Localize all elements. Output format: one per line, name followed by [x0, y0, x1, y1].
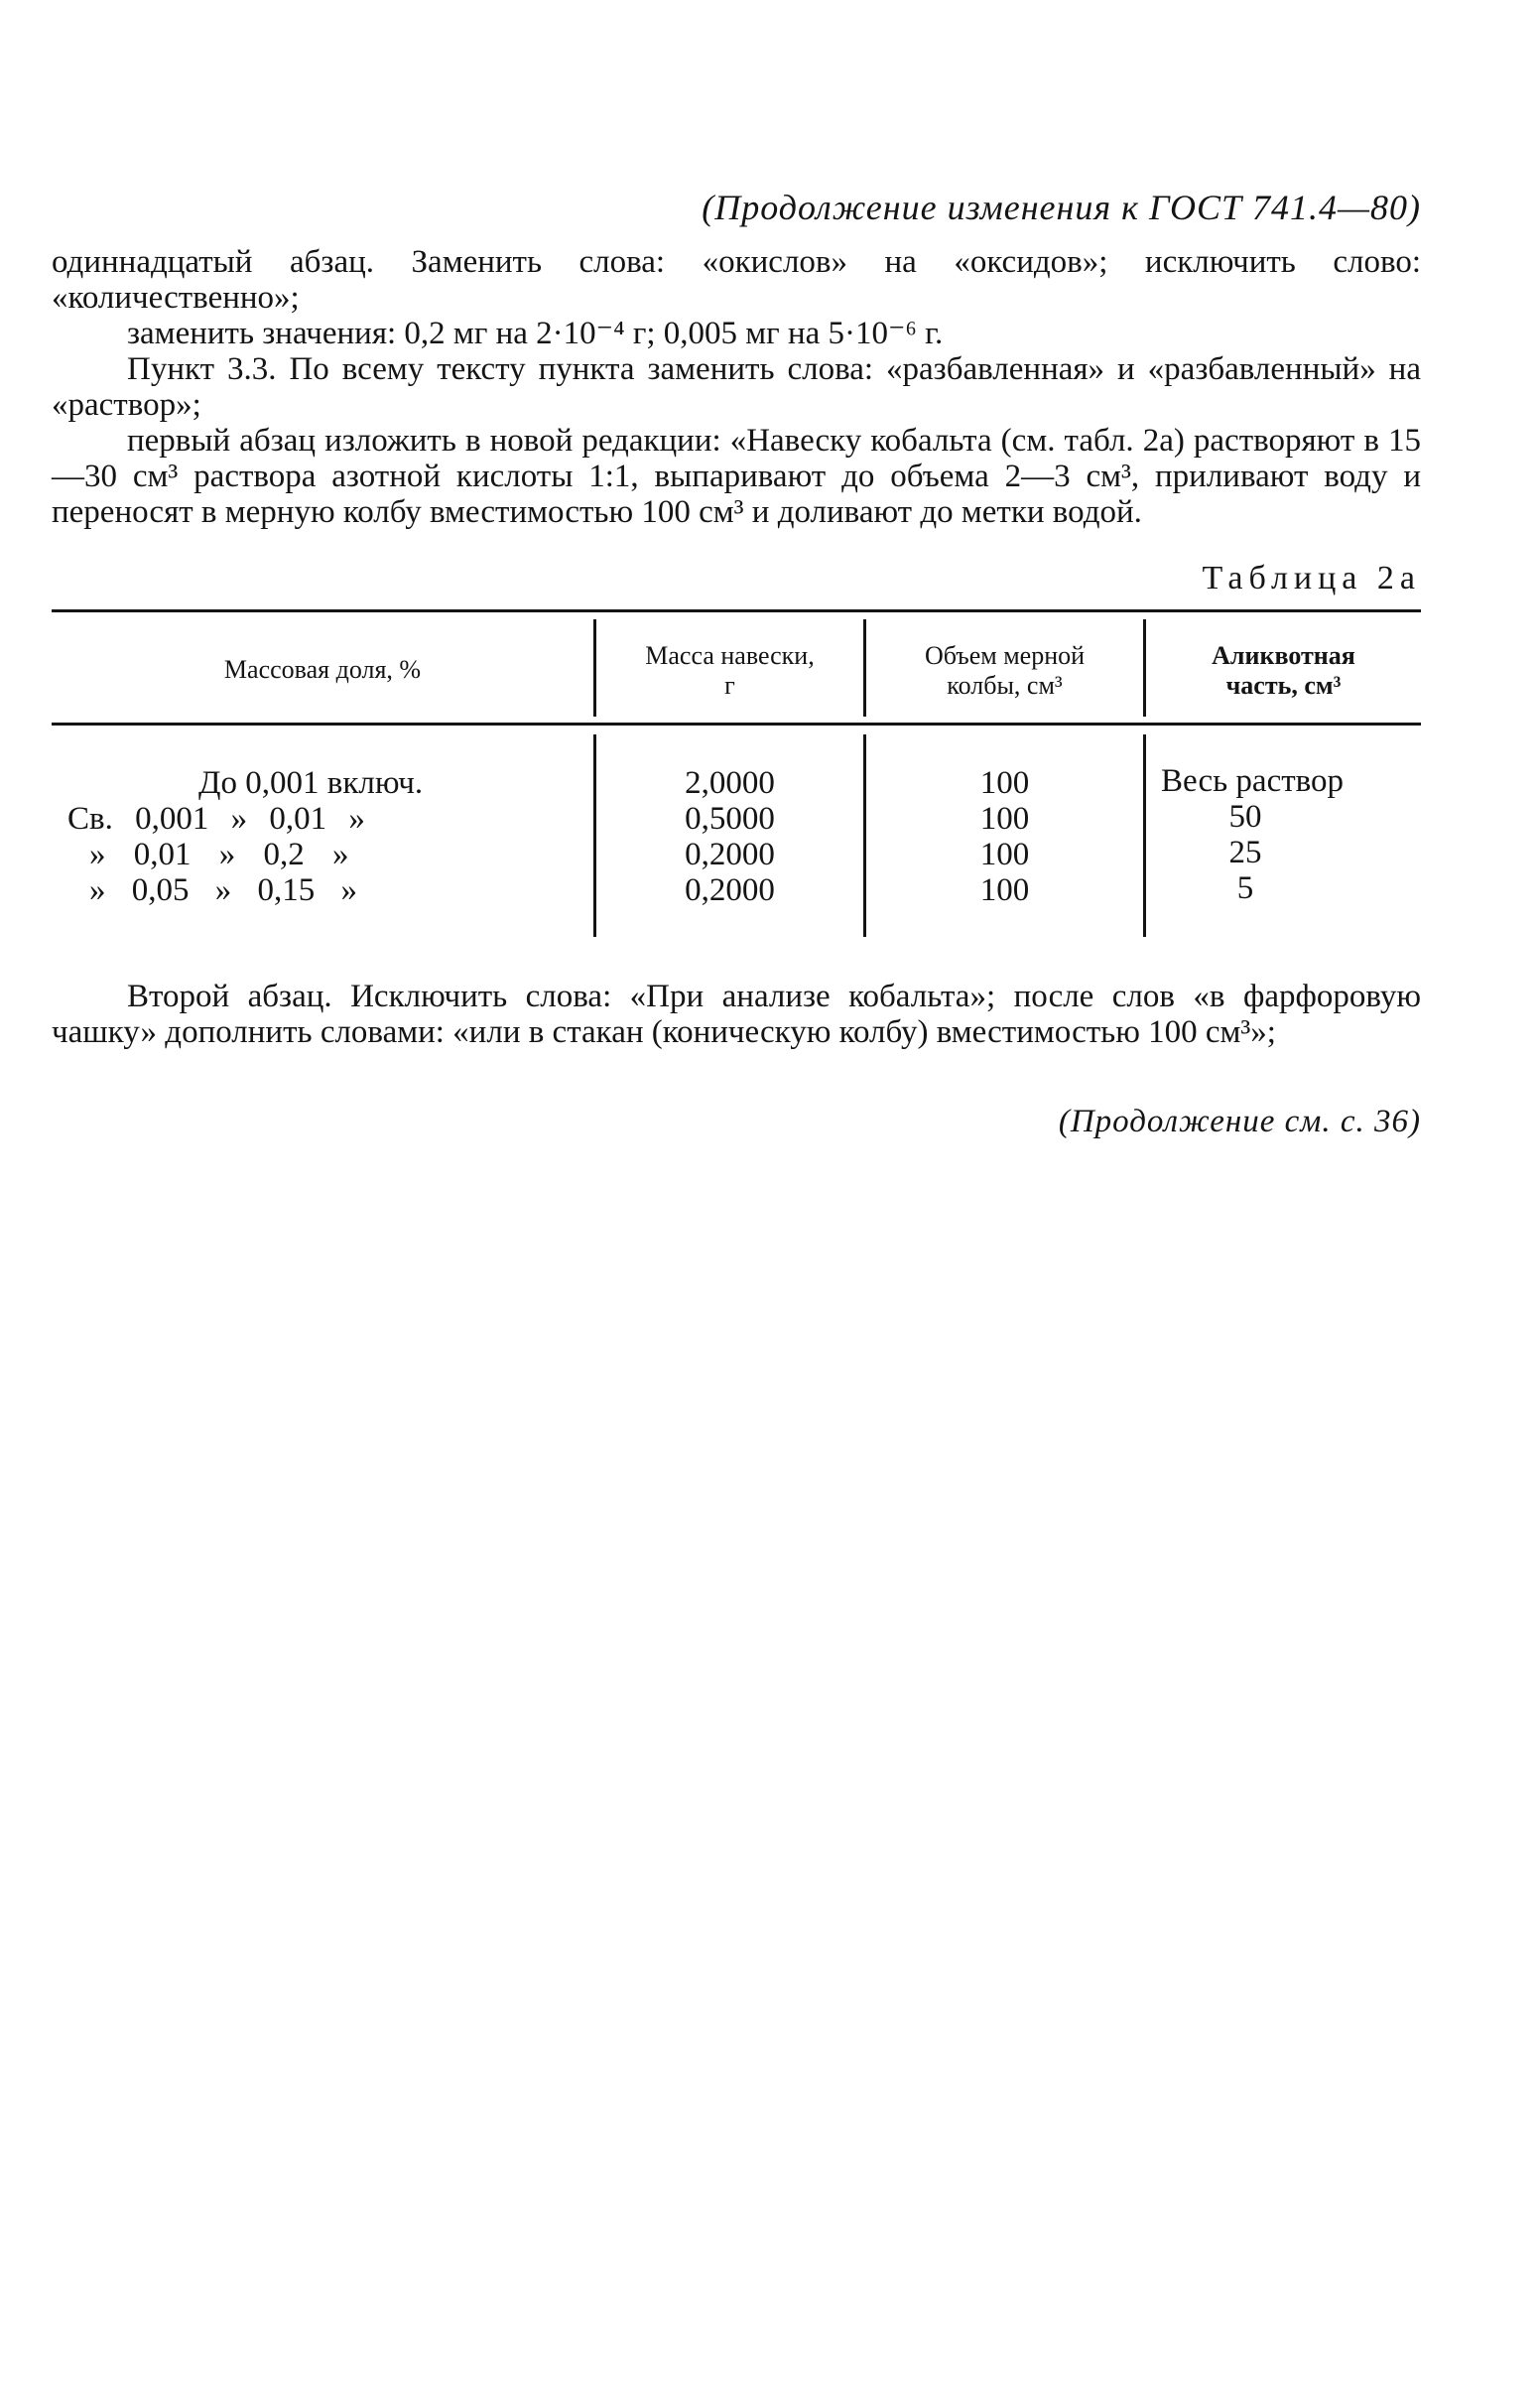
table-caption: Таблица 2а — [1202, 560, 1421, 596]
cell-aliquot: 50 — [1228, 799, 1262, 835]
cell-volume: 100 — [979, 765, 1030, 801]
cell-mass: 0,2000 — [685, 837, 775, 872]
cell-aliquot: 5 — [1236, 870, 1254, 906]
header-flask-volume — [866, 641, 1143, 701]
cell-volume: 100 — [979, 872, 1030, 908]
header-aliquot — [1146, 641, 1421, 701]
cell-aliquot: Весь раствор — [1161, 763, 1344, 799]
cell-fraction: Св. 0,001 » 0,01 » — [67, 801, 365, 837]
header-flask-volume-line1: Объем мерной — [924, 641, 1086, 670]
amendment-text-bottom — [52, 979, 1421, 1050]
paragraph-3: Пункт 3.3. По всему тексту пункта заменить слова: «разбавленная» и «разбавленный» на «раствор»; — [52, 351, 1421, 423]
header-sample-mass-line1: Масса навески, — [645, 641, 815, 670]
cell-fraction: » 0,05 » 0,15 » — [89, 872, 357, 908]
amendment-text-top — [52, 244, 1421, 530]
cell-fraction: » 0,01 » 0,2 » — [89, 837, 349, 872]
continuation-header: (Продолжение изменения к ГОСТ 741.4—80) — [702, 188, 1421, 227]
header-mass-fraction: Массовая доля, % — [223, 655, 422, 684]
header-aliquot-line2: часть, см³ — [1225, 671, 1342, 700]
continuation-footer: (Продолжение см. с. 36) — [1058, 1104, 1421, 1139]
table-top-rule — [52, 609, 1421, 612]
header-flask-volume-line2: колбы, см³ — [947, 671, 1063, 700]
header-sample-mass — [596, 641, 863, 701]
table-header-rule — [52, 723, 1421, 726]
paragraph-1: одиннадцатый абзац. Заменить слова: «окислов» на «оксидов»; исключить слово: «количественно»; — [52, 244, 1421, 316]
cell-mass: 0,5000 — [685, 801, 775, 837]
paragraph-4: первый абзац изложить в новой редакции: «Навеску кобальта (см. табл. 2а) растворяют в 15—30 см³ раствора азотной кислоты 1:1, выпаривают до объема 2—3 см³, приливают воду и переносят в мерную колбу вместимостью 100 см³ и доливают до метки водой. — [52, 423, 1421, 530]
cell-volume: 100 — [979, 837, 1030, 872]
paragraph-5: Второй абзац. Исключить слова: «При анализе кобальта»; после слов «в фарфоровую чашку» дополнить словами: «или в стакан (коническую колбу) вместимостью 100 см³»; — [52, 979, 1421, 1050]
header-sample-mass-line2: г — [724, 671, 735, 700]
cell-mass: 0,2000 — [685, 872, 775, 908]
cell-fraction: До 0,001 включ. — [198, 765, 424, 801]
header-aliquot-line1: Аликвотная — [1212, 641, 1355, 670]
cell-aliquot: 25 — [1228, 835, 1262, 870]
cell-mass: 2,0000 — [685, 765, 775, 801]
paragraph-2: заменить значения: 0,2 мг на 2·10⁻⁴ г; 0,005 мг на 5·10⁻⁶ г. — [127, 316, 944, 351]
cell-volume: 100 — [979, 801, 1030, 837]
